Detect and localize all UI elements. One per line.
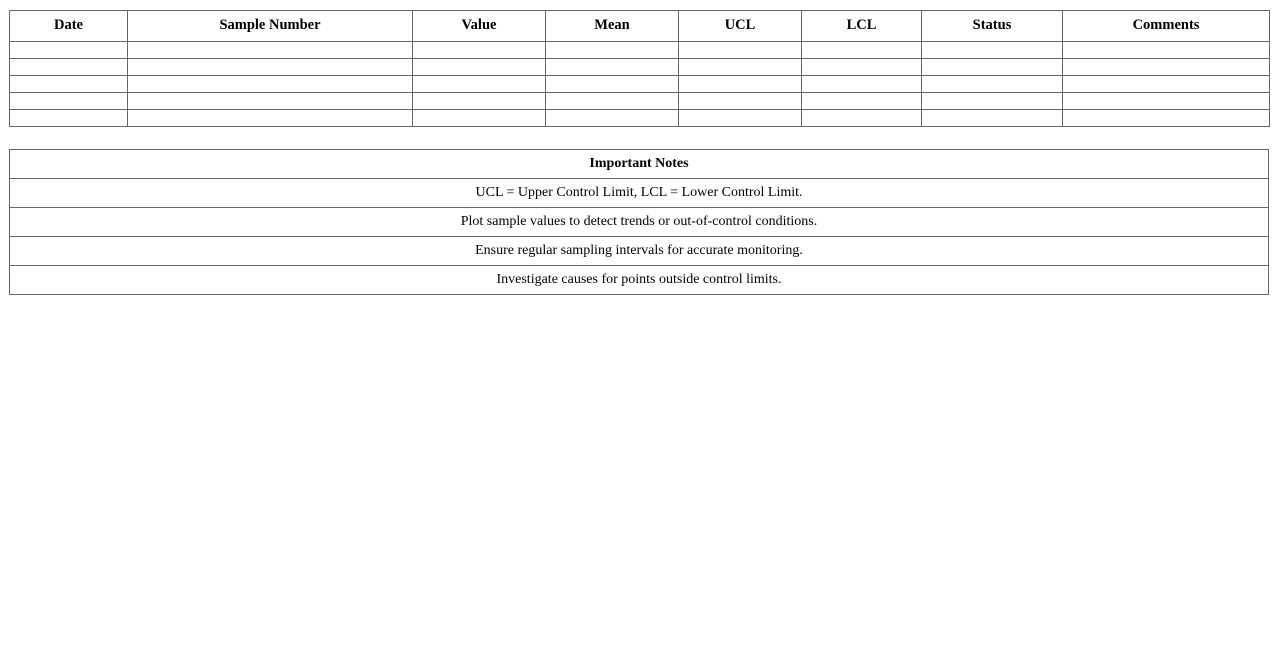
cell-comments[interactable] — [1063, 59, 1270, 76]
notes-title: Important Notes — [10, 150, 1269, 179]
notes-header-row — [10, 150, 1269, 179]
cell-date[interactable] — [10, 42, 128, 59]
notes-row — [10, 179, 1269, 208]
table-row — [10, 110, 1270, 127]
cell-sample-number[interactable] — [128, 76, 413, 93]
important-notes-table — [9, 149, 1269, 295]
table-row — [10, 93, 1270, 110]
cell-mean[interactable] — [546, 110, 679, 127]
cell-date[interactable] — [10, 93, 128, 110]
table-spacer — [9, 127, 1269, 149]
cell-ucl[interactable] — [679, 42, 802, 59]
cell-ucl[interactable] — [679, 59, 802, 76]
table-row — [10, 42, 1270, 59]
cell-date[interactable] — [10, 59, 128, 76]
column-header-ucl: UCL — [679, 11, 802, 42]
cell-ucl[interactable] — [679, 110, 802, 127]
column-header-comments: Comments — [1063, 11, 1270, 42]
cell-status[interactable] — [922, 59, 1063, 76]
cell-value[interactable] — [413, 42, 546, 59]
column-header-mean: Mean — [546, 11, 679, 42]
cell-comments[interactable] — [1063, 42, 1270, 59]
cell-comments[interactable] — [1063, 76, 1270, 93]
cell-status[interactable] — [922, 110, 1063, 127]
notes-row — [10, 208, 1269, 237]
cell-value[interactable] — [413, 110, 546, 127]
note-item: Ensure regular sampling intervals for accurate monitoring. — [10, 237, 1269, 266]
cell-comments[interactable] — [1063, 110, 1270, 127]
note-item: UCL = Upper Control Limit, LCL = Lower Control Limit. — [10, 179, 1269, 208]
cell-ucl[interactable] — [679, 76, 802, 93]
cell-sample-number[interactable] — [128, 42, 413, 59]
column-header-date: Date — [10, 11, 128, 42]
cell-lcl[interactable] — [802, 93, 922, 110]
cell-sample-number[interactable] — [128, 59, 413, 76]
cell-sample-number[interactable] — [128, 110, 413, 127]
column-header-status: Status — [922, 11, 1063, 42]
column-header-lcl: LCL — [802, 11, 922, 42]
cell-value[interactable] — [413, 59, 546, 76]
column-header-value: Value — [413, 11, 546, 42]
cell-mean[interactable] — [546, 76, 679, 93]
note-item: Investigate causes for points outside control limits. — [10, 266, 1269, 295]
cell-status[interactable] — [922, 93, 1063, 110]
cell-value[interactable] — [413, 93, 546, 110]
cell-lcl[interactable] — [802, 110, 922, 127]
column-header-sample-number: Sample Number — [128, 11, 413, 42]
notes-row — [10, 266, 1269, 295]
notes-row — [10, 237, 1269, 266]
cell-value[interactable] — [413, 76, 546, 93]
cell-lcl[interactable] — [802, 76, 922, 93]
cell-mean[interactable] — [546, 93, 679, 110]
control-chart-data-table — [9, 10, 1270, 127]
table-row — [10, 76, 1270, 93]
cell-sample-number[interactable] — [128, 93, 413, 110]
cell-ucl[interactable] — [679, 93, 802, 110]
cell-status[interactable] — [922, 42, 1063, 59]
cell-comments[interactable] — [1063, 93, 1270, 110]
note-item: Plot sample values to detect trends or out-of-control conditions. — [10, 208, 1269, 237]
cell-lcl[interactable] — [802, 42, 922, 59]
cell-date[interactable] — [10, 110, 128, 127]
table-row — [10, 59, 1270, 76]
cell-mean[interactable] — [546, 42, 679, 59]
cell-mean[interactable] — [546, 59, 679, 76]
cell-lcl[interactable] — [802, 59, 922, 76]
cell-status[interactable] — [922, 76, 1063, 93]
cell-date[interactable] — [10, 76, 128, 93]
table-header-row — [10, 11, 1270, 42]
